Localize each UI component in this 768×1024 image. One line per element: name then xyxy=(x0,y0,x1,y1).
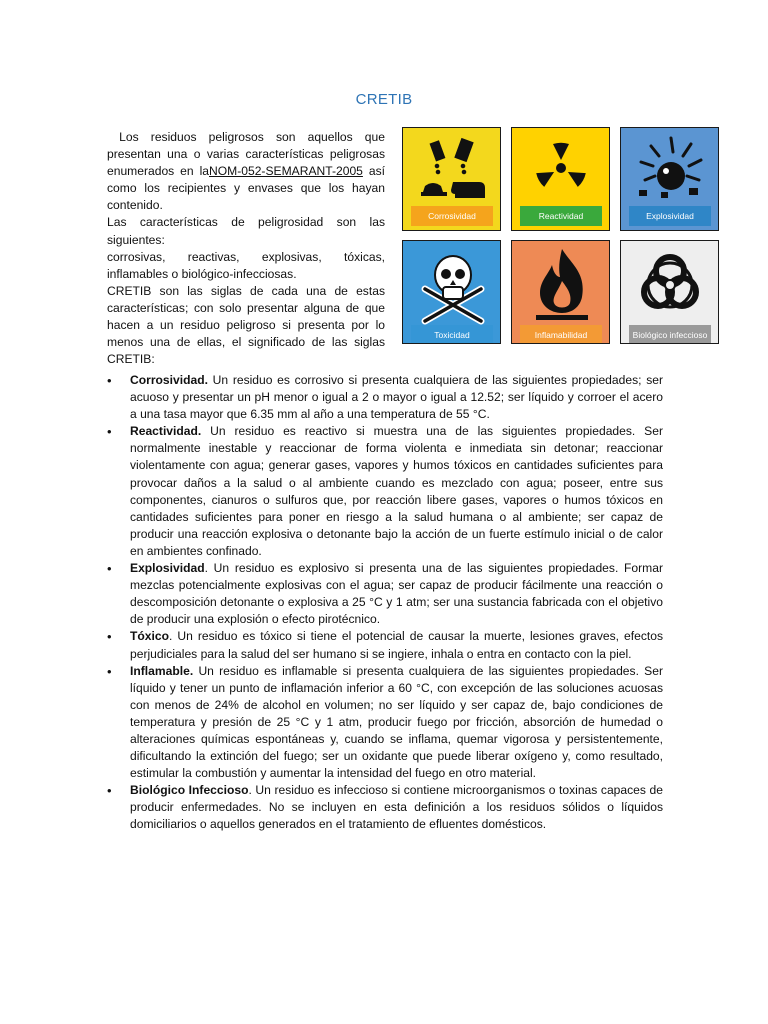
list-item-toxico xyxy=(107,628,663,662)
hazard-label-biologico: Biológico infeccioso xyxy=(629,325,711,344)
hazard-tile-reactividad xyxy=(511,127,610,231)
term-inflamable: Inflamable. xyxy=(130,663,194,678)
list-item-corrosividad xyxy=(107,372,663,423)
hazard-tile-biologico xyxy=(620,240,719,344)
intro-paragraph-2: Las características de peligrosidad son las siguientes: xyxy=(107,215,385,247)
bullet: • xyxy=(107,424,112,440)
cretib-definitions-list xyxy=(107,372,663,834)
hazard-tile-toxicidad xyxy=(402,240,501,344)
bullet: • xyxy=(107,561,112,577)
hazard-label-reactividad: Reactividad xyxy=(520,206,602,226)
list-item-explosividad xyxy=(107,560,663,628)
intro-text xyxy=(107,129,385,368)
definition-biologico-infeccioso: . Un residuo es infeccioso si contiene microorganismos o toxinas capaces de producir enfermedades. No se incluyen en esta definición a los residuos sólidos o líquidos domiciliarios o aquellos generados en el tratamiento de efluentes domésticos. xyxy=(130,783,663,832)
intro-paragraph-4: CRETIB son las siglas de cada una de estas características; con solo presentar alguna de que hacen a un residuo peligroso si presenta por lo menos una de ellas, el significado de las siglas CRETIB: xyxy=(107,283,385,367)
intro-paragraph-1 xyxy=(107,129,385,214)
hazard-label-inflamabilidad: Inflamabilidad xyxy=(520,325,602,344)
definition-explosividad: . Un residuo es explosivo si presenta una de las siguientes propiedades. Formar mezclas potencialmente explosivas con el agua; ser capaz de producir fácilmente una reacción o descomposición detonante o explosiva a 25 °C y 1 atm; ser una sustancia fabricada con el objetivo de producir una explosión o efecto pirotécnico. xyxy=(130,561,663,627)
list-item-reactividad xyxy=(107,423,663,560)
bullet: • xyxy=(107,783,112,799)
hazard-label-toxicidad: Toxicidad xyxy=(411,325,493,344)
term-corrosividad: Corrosividad. xyxy=(130,373,208,387)
intro-paragraph-3: corrosivas, reactivas, explosivas, tóxicas, inflamables o biológico-infecciosas. xyxy=(107,249,385,281)
hazard-label-corrosividad: Corrosividad xyxy=(411,206,493,226)
intro-p1-before: Los residuos peligrosos son aquellos que presentan una o varias características peligrosas enumerados en la xyxy=(107,130,385,179)
bullet: • xyxy=(107,663,112,679)
term-explosividad: Explosividad xyxy=(130,561,205,576)
page-title: CRETIB xyxy=(355,91,413,108)
term-biologico-infeccioso: Biológico Infeccioso xyxy=(130,783,249,798)
bullet: • xyxy=(107,629,112,645)
definition-reactividad: Un residuo es reactivo si muestra una de las siguientes propiedades. Ser normalmente inestable y reaccionar de forma violenta e inmediata sin detonar; reaccionar violentamente con agua; generar gases, vapores y humos tóxicos en cantidades suficientes para provocar daños a la salud o al ambiente cuando es mezclado con agua; poseer, entre sus componentes, cianuros o sulfuros que, por reacción libere gases, vapores o humos tóxicos en cantidades suficientes para poner en riesgo a la salud humana o al ambiente; ser capaz de producir una reacción explosiva o detonante bajo la acción de un fuerte estímulo inicial o de calor en ambientes confinado. xyxy=(130,424,663,558)
term-reactividad: Reactividad. xyxy=(130,424,202,439)
norm-reference: NOM-052-SEMARANT-2005 xyxy=(209,164,363,179)
definition-inflamable: Un residuo es inflamable si presenta cualquiera de las siguientes propiedades. Ser líquido y tener un punto de inflamación inferior a 60 °C, con excepción de las soluciones acuosas con menos de 24% de alcohol en volumen; no ser líquido y ser capaz de, bajo condiciones de temperatura y presión de 25 °C y 1 atm, producir fuego por fricción, absorción de humedad o alteraciones químicas espontáneas y, cuando se inflama, quemar vigorosa y persistentemente, dificultando la extinción del fuego; ser un oxidante que puede liberar oxígeno y, como resultado, estimular la combustión y aumentar la intensidad del fuego en otro material. xyxy=(130,663,663,781)
bullet: • xyxy=(107,373,112,388)
hazard-tile-explosividad xyxy=(620,127,719,231)
hazard-symbols-grid xyxy=(402,127,720,345)
term-toxico: Tóxico xyxy=(130,629,169,644)
intro-p1-after: así como los recipientes y envases que los hayan contenido. xyxy=(107,164,385,213)
list-item-inflamable xyxy=(107,663,663,783)
hazard-label-explosividad: Explosividad xyxy=(629,206,711,226)
definition-corrosividad: Un residuo es corrosivo si presenta cualquiera de las siguientes propiedades; ser acuoso y presentar un pH menor o igual a 2 o mayor o igual a 12.52; ser líquido y corroer el acero a una tasa mayor que 6.35 mm al año a una temperatura de 55 °C. xyxy=(130,373,663,422)
hazard-tile-corrosividad xyxy=(402,127,501,231)
hazard-tile-inflamabilidad xyxy=(511,240,610,344)
definition-toxico: . Un residuo es tóxico si tiene el potencial de causar la muerte, lesiones graves, efectos perjudiciales para la salud del ser humano si se ingiere, inhala o entra en contacto con la piel. xyxy=(130,629,663,661)
list-item-biologico-infeccioso xyxy=(107,782,663,833)
